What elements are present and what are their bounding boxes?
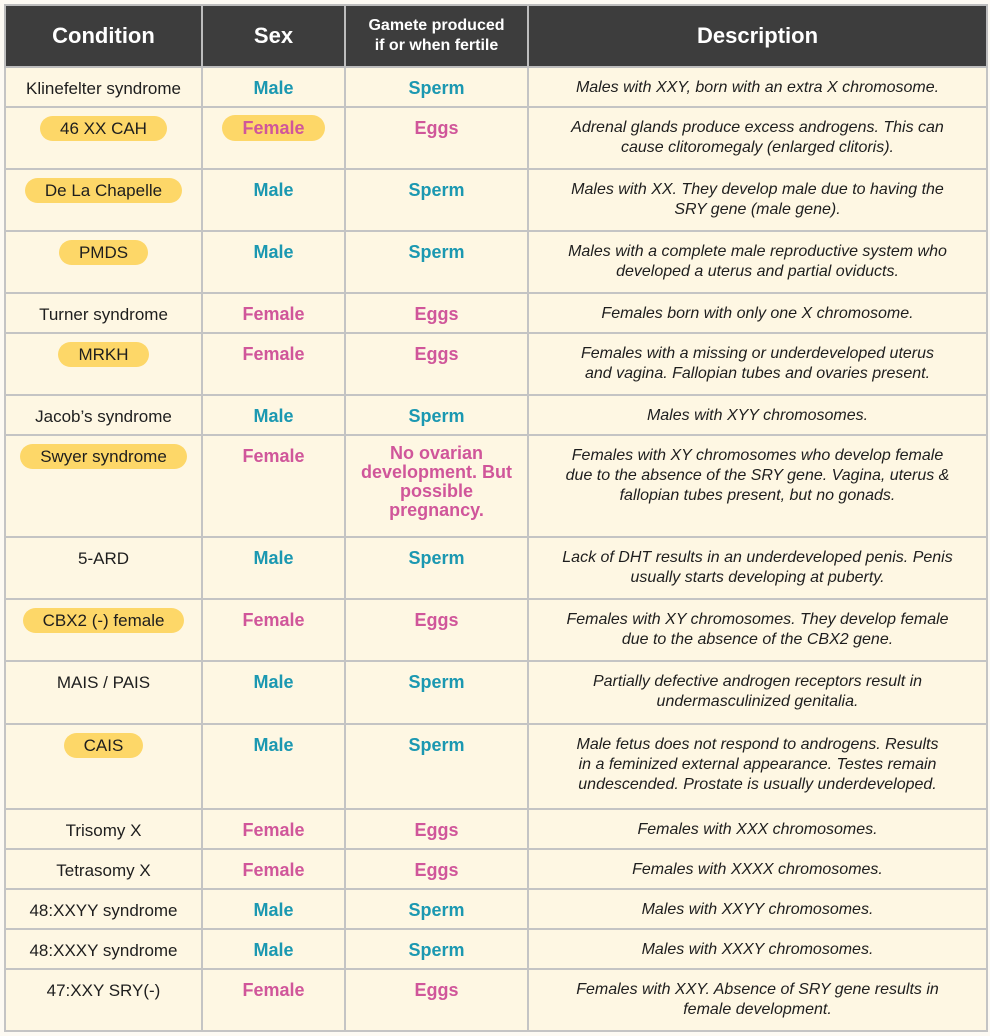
description-cell bbox=[528, 107, 987, 169]
header-row bbox=[5, 5, 987, 67]
description-line: Partially defective androgen receptors result in bbox=[592, 673, 923, 691]
condition-name: CBX2 (-) female bbox=[23, 608, 185, 633]
table-row bbox=[5, 599, 987, 661]
conditions-table bbox=[4, 4, 988, 1032]
condition-name: De La Chapelle bbox=[25, 178, 182, 203]
condition-cell bbox=[5, 333, 202, 395]
condition-cell bbox=[5, 169, 202, 231]
gamete-cell: Sperm bbox=[345, 889, 528, 929]
header-gamete bbox=[345, 5, 528, 67]
description-line: cause clitoromegaly (enlarged clitoris). bbox=[621, 138, 894, 156]
table-row bbox=[5, 724, 987, 810]
condition-cell bbox=[5, 849, 202, 889]
description-line: Females born with only one X chromosome. bbox=[601, 305, 914, 323]
sex-cell: Female bbox=[202, 333, 345, 395]
description-line: Males with a complete male reproductive system who bbox=[568, 243, 947, 261]
description-line: Adrenal glands produce excess androgens. This can bbox=[571, 118, 944, 136]
header-sex: Sex bbox=[202, 5, 345, 67]
gamete-cell: Sperm bbox=[345, 231, 528, 293]
description-cell bbox=[528, 333, 987, 395]
gamete-note-line: development. But bbox=[360, 462, 512, 483]
gamete-cell: Sperm bbox=[345, 929, 528, 969]
condition-name: Tetrasomy X bbox=[56, 861, 151, 881]
gamete-cell: Eggs bbox=[345, 809, 528, 849]
sex-cell: Female bbox=[202, 293, 345, 333]
description-line: and vagina. Fallopian tubes and ovaries present. bbox=[584, 365, 931, 383]
condition-name: Klinefelter syndrome bbox=[26, 79, 181, 98]
description-line: Females with a missing or underdeveloped uterus bbox=[580, 345, 935, 363]
description-cell bbox=[528, 929, 987, 969]
description-line: Lack of DHT results in an underdeveloped penis. Penis bbox=[562, 549, 953, 567]
description-cell bbox=[528, 724, 987, 810]
description-line: Males with XXYY chromosomes. bbox=[641, 900, 874, 918]
gamete-note-line: No ovarian bbox=[389, 443, 484, 464]
description-line: undescended. Prostate is usually underdeveloped. bbox=[578, 775, 937, 793]
table-row bbox=[5, 661, 987, 723]
description-line: Females with XY chromosomes. They develop female bbox=[566, 611, 949, 629]
sex-cell bbox=[202, 107, 345, 169]
sex-cell: Male bbox=[202, 169, 345, 231]
description-line: fallopian tubes present, but no gonads. bbox=[619, 487, 896, 505]
description-cell bbox=[528, 809, 987, 849]
description-line: Males with XXXY chromosomes. bbox=[641, 940, 874, 958]
sex-cell: Male bbox=[202, 395, 345, 435]
gamete-cell: Eggs bbox=[345, 333, 528, 395]
gamete-cell: Sperm bbox=[345, 537, 528, 599]
condition-name: 48:XXYY syndrome bbox=[29, 900, 178, 920]
condition-name: 46 XX CAH bbox=[40, 116, 167, 141]
description-cell bbox=[528, 169, 987, 231]
description-line: due to the absence of the CBX2 gene. bbox=[621, 631, 894, 649]
condition-cell bbox=[5, 889, 202, 929]
sex-cell: Female bbox=[202, 969, 345, 1031]
description-line: in a feminized external appearance. Testes remain bbox=[578, 755, 937, 773]
description-cell bbox=[528, 849, 987, 889]
condition-name: Jacob’s syndrome bbox=[35, 407, 172, 427]
description-line: female development. bbox=[683, 1000, 832, 1018]
sex-cell: Male bbox=[202, 537, 345, 599]
description-cell bbox=[528, 395, 987, 435]
table-row bbox=[5, 231, 987, 293]
condition-name: MAIS / PAIS bbox=[56, 673, 151, 693]
table-row bbox=[5, 107, 987, 169]
sex-cell: Male bbox=[202, 661, 345, 723]
condition-cell bbox=[5, 435, 202, 537]
header-condition: Condition bbox=[5, 5, 202, 67]
gamete-cell: Sperm bbox=[345, 395, 528, 435]
gamete-cell: Sperm bbox=[345, 67, 528, 107]
condition-name: 48:XXXY syndrome bbox=[29, 940, 178, 960]
condition-name: MRKH bbox=[58, 342, 148, 367]
table-row bbox=[5, 333, 987, 395]
condition-cell bbox=[5, 661, 202, 723]
sex-cell: Male bbox=[202, 67, 345, 107]
sex-cell: Male bbox=[202, 929, 345, 969]
table-row bbox=[5, 849, 987, 889]
gamete-cell: Eggs bbox=[345, 849, 528, 889]
condition-cell bbox=[5, 969, 202, 1031]
table-row bbox=[5, 809, 987, 849]
gamete-cell: Eggs bbox=[345, 107, 528, 169]
gamete-cell: Sperm bbox=[345, 724, 528, 810]
sex-cell: Male bbox=[202, 724, 345, 810]
header-description: Description bbox=[528, 5, 987, 67]
condition-cell bbox=[5, 599, 202, 661]
description-line: undermasculinized genitalia. bbox=[656, 693, 859, 711]
description-cell bbox=[528, 293, 987, 333]
description-line: Males with XYY chromosomes. bbox=[646, 407, 869, 425]
description-line: SRY gene (male gene). bbox=[674, 201, 841, 218]
sex-cell: Female bbox=[202, 599, 345, 661]
sex-value: Female bbox=[222, 115, 324, 141]
table-row bbox=[5, 537, 987, 599]
header-gamete-line2: if or when fertile bbox=[374, 37, 499, 54]
sex-cell: Female bbox=[202, 435, 345, 537]
condition-name: Turner syndrome bbox=[39, 305, 168, 325]
description-cell bbox=[528, 537, 987, 599]
table-row bbox=[5, 435, 987, 537]
description-cell bbox=[528, 661, 987, 723]
sex-cell: Female bbox=[202, 849, 345, 889]
condition-name: PMDS bbox=[59, 240, 148, 265]
description-line: Males with XXY, born with an extra X chromosome. bbox=[575, 79, 940, 96]
description-line: due to the absence of the SRY gene. Vagina, uterus & bbox=[565, 467, 950, 485]
table-row bbox=[5, 67, 987, 107]
condition-cell bbox=[5, 724, 202, 810]
table-row bbox=[5, 169, 987, 231]
description-line: Females with XXY. Absence of SRY gene results in bbox=[576, 980, 939, 998]
description-line: Females with XXX chromosomes. bbox=[637, 821, 878, 839]
condition-name: Trisomy X bbox=[65, 821, 142, 841]
condition-cell bbox=[5, 929, 202, 969]
condition-cell bbox=[5, 67, 202, 107]
gamete-cell: Sperm bbox=[345, 661, 528, 723]
table-row bbox=[5, 929, 987, 969]
table-row bbox=[5, 395, 987, 435]
table-row bbox=[5, 969, 987, 1031]
description-line: usually starts developing at puberty. bbox=[630, 569, 885, 587]
condition-name: Swyer syndrome bbox=[20, 444, 187, 469]
condition-name: 47:XXY SRY(-) bbox=[46, 980, 161, 1000]
sex-cell: Male bbox=[202, 231, 345, 293]
description-cell bbox=[528, 231, 987, 293]
condition-cell bbox=[5, 231, 202, 293]
description-line: developed a uterus and partial oviducts. bbox=[616, 263, 899, 281]
gamete-cell: Sperm bbox=[345, 169, 528, 231]
condition-cell bbox=[5, 537, 202, 599]
condition-cell bbox=[5, 107, 202, 169]
condition-cell bbox=[5, 293, 202, 333]
description-cell bbox=[528, 969, 987, 1031]
description-cell bbox=[528, 889, 987, 929]
table-row bbox=[5, 293, 987, 333]
condition-name: 5-ARD bbox=[77, 549, 129, 569]
header-gamete-line1: Gamete produced bbox=[368, 17, 505, 34]
description-line: Females with XY chromosomes who develop female bbox=[571, 447, 944, 465]
gamete-cell: Eggs bbox=[345, 599, 528, 661]
condition-cell bbox=[5, 395, 202, 435]
gamete-cell: Eggs bbox=[345, 293, 528, 333]
description-cell bbox=[528, 599, 987, 661]
condition-cell bbox=[5, 809, 202, 849]
sex-cell: Female bbox=[202, 809, 345, 849]
description-line: Males with XX. They develop male due to having the bbox=[571, 181, 944, 198]
gamete-cell bbox=[345, 435, 528, 537]
sex-cell: Male bbox=[202, 889, 345, 929]
table-row bbox=[5, 889, 987, 929]
condition-name: CAIS bbox=[64, 733, 144, 758]
gamete-cell: Eggs bbox=[345, 969, 528, 1031]
description-cell bbox=[528, 67, 987, 107]
gamete-note-line: possible pregnancy. bbox=[389, 481, 484, 521]
description-cell bbox=[528, 435, 987, 537]
description-line: Male fetus does not respond to androgens. Results bbox=[576, 735, 939, 753]
description-line: Females with XXXX chromosomes. bbox=[632, 861, 883, 879]
